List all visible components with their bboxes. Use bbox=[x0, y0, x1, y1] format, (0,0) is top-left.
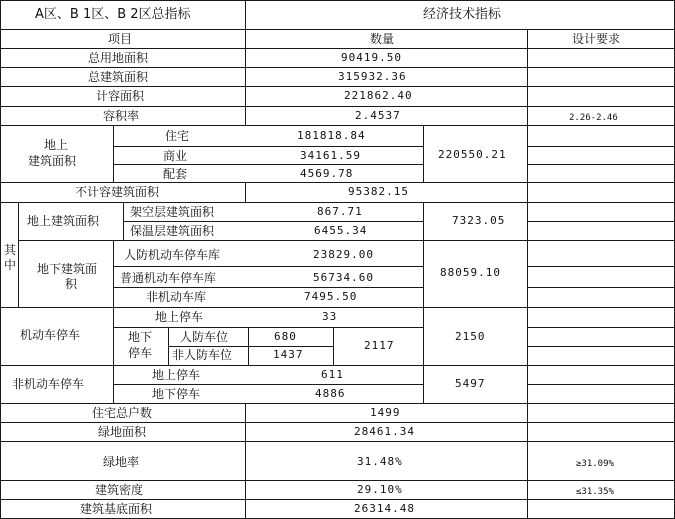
row-label: 架空层建筑面积 bbox=[130, 205, 215, 219]
row-value: 4886 bbox=[315, 387, 346, 400]
row-value: 2.4537 bbox=[355, 109, 401, 122]
line bbox=[527, 346, 675, 347]
row-label: 绿地面积 bbox=[98, 425, 147, 439]
row-label: 商业 bbox=[163, 149, 188, 163]
group-total: 220550.21 bbox=[438, 148, 507, 161]
group-total: 2150 bbox=[455, 330, 486, 343]
row-requirement: ≤31.35% bbox=[576, 487, 614, 497]
row-label: 不计容建筑面积 bbox=[75, 185, 160, 199]
row-label: 非人防车位 bbox=[172, 348, 233, 362]
line bbox=[0, 48, 675, 49]
row-value: 28461.34 bbox=[354, 425, 415, 438]
line bbox=[248, 327, 249, 365]
row-label: 计容面积 bbox=[96, 89, 145, 103]
line bbox=[18, 202, 19, 307]
group-label: 机动车停车 bbox=[20, 328, 81, 342]
line bbox=[527, 146, 675, 147]
group-total: 88059.10 bbox=[440, 266, 501, 279]
line bbox=[123, 202, 124, 240]
line bbox=[123, 221, 423, 222]
line bbox=[113, 307, 114, 403]
line bbox=[0, 422, 675, 423]
column-header-requirement: 设计要求 bbox=[572, 32, 621, 46]
group-label: 非机动车停车 bbox=[12, 377, 85, 391]
line bbox=[527, 287, 675, 288]
row-label: 地上停车 bbox=[155, 310, 204, 324]
line bbox=[168, 327, 169, 365]
line bbox=[0, 480, 675, 481]
line bbox=[0, 29, 675, 30]
qizhong-label: 其 bbox=[4, 243, 17, 257]
line bbox=[527, 327, 675, 328]
line bbox=[527, 164, 675, 165]
row-label: 停车 bbox=[128, 346, 153, 360]
row-value: 90419.50 bbox=[341, 51, 402, 64]
group-label: 积 bbox=[65, 277, 78, 291]
line bbox=[0, 106, 675, 107]
row-label: 地下 bbox=[128, 330, 153, 344]
row-value: 31.48% bbox=[357, 455, 403, 468]
row-value: 867.71 bbox=[317, 205, 363, 218]
line bbox=[168, 346, 333, 347]
group-total: 5497 bbox=[455, 377, 486, 390]
line bbox=[527, 266, 675, 267]
row-label: 绿地率 bbox=[103, 455, 140, 469]
row-label: 配套 bbox=[163, 167, 188, 181]
line bbox=[245, 182, 246, 202]
line bbox=[113, 146, 423, 147]
line bbox=[0, 441, 675, 442]
row-label: 非机动车库 bbox=[146, 290, 207, 304]
row-label: 总建筑面积 bbox=[88, 70, 149, 84]
group-label: 地上建筑面积 bbox=[27, 214, 100, 228]
row-value: 26314.48 bbox=[354, 502, 415, 515]
group-total: 7323.05 bbox=[452, 214, 506, 227]
row-label: 地上停车 bbox=[152, 368, 201, 382]
row-requirement: 2.26-2.46 bbox=[569, 113, 618, 123]
line bbox=[0, 202, 675, 203]
row-value: 95382.15 bbox=[348, 185, 409, 198]
row-requirement: ≥31.09% bbox=[576, 459, 614, 469]
row-value: 7495.50 bbox=[304, 290, 358, 303]
column-header-quantity: 数量 bbox=[370, 32, 395, 46]
line bbox=[0, 365, 675, 366]
row-label: 住宅 bbox=[165, 129, 190, 143]
line bbox=[423, 125, 424, 182]
row-value: 315932.36 bbox=[338, 70, 407, 83]
group-label: 地上 bbox=[44, 138, 69, 152]
line bbox=[113, 384, 423, 385]
row-label: 总用地面积 bbox=[88, 51, 149, 65]
line bbox=[113, 327, 423, 328]
line bbox=[0, 403, 675, 404]
line bbox=[113, 164, 423, 165]
line bbox=[113, 240, 114, 307]
line bbox=[0, 125, 675, 126]
row-label: 建筑基底面积 bbox=[80, 502, 153, 516]
subgroup-total: 2117 bbox=[364, 339, 395, 352]
row-value: 6455.34 bbox=[314, 224, 368, 237]
row-label: 人防机动车停车库 bbox=[124, 248, 221, 262]
row-label: 人防车位 bbox=[180, 330, 229, 344]
line bbox=[245, 403, 246, 518]
line bbox=[527, 384, 675, 385]
row-value: 611 bbox=[321, 368, 344, 381]
row-value: 23829.00 bbox=[313, 248, 374, 261]
line bbox=[113, 266, 423, 267]
row-value: 181818.84 bbox=[297, 129, 366, 142]
row-value: 680 bbox=[274, 330, 297, 343]
table-title-left: A区、B 1区、B 2区总指标 bbox=[35, 7, 191, 22]
line bbox=[0, 0, 675, 1]
line bbox=[0, 499, 675, 500]
line bbox=[113, 287, 423, 288]
row-label: 住宅总户数 bbox=[92, 406, 153, 420]
row-label: 容积率 bbox=[103, 109, 140, 123]
row-label: 建筑密度 bbox=[95, 483, 144, 497]
table-title-right: 经济技术指标 bbox=[423, 7, 502, 22]
line bbox=[0, 86, 675, 87]
line bbox=[0, 182, 675, 183]
group-label: 地下建筑面 bbox=[37, 262, 98, 276]
row-value: 4569.78 bbox=[300, 167, 354, 180]
line bbox=[245, 0, 246, 125]
line bbox=[333, 327, 334, 365]
row-label: 普通机动车停车库 bbox=[120, 271, 217, 285]
line bbox=[0, 0, 1, 519]
line bbox=[18, 240, 675, 241]
row-value: 34161.59 bbox=[300, 149, 361, 162]
line bbox=[527, 221, 675, 222]
group-label: 建筑面积 bbox=[28, 154, 77, 168]
line bbox=[527, 29, 528, 518]
row-value: 221862.40 bbox=[344, 89, 413, 102]
column-header-item: 项目 bbox=[108, 32, 133, 46]
line bbox=[423, 202, 424, 403]
row-value: 33 bbox=[322, 310, 338, 323]
row-label: 地下停车 bbox=[152, 387, 201, 401]
qizhong-label: 中 bbox=[4, 258, 17, 272]
line bbox=[0, 307, 675, 308]
row-value: 29.10% bbox=[357, 483, 403, 496]
row-value: 1437 bbox=[273, 348, 304, 361]
line bbox=[0, 67, 675, 68]
line bbox=[113, 125, 114, 182]
row-value: 1499 bbox=[370, 406, 401, 419]
row-label: 保温层建筑面积 bbox=[130, 224, 215, 238]
row-value: 56734.60 bbox=[313, 271, 374, 284]
